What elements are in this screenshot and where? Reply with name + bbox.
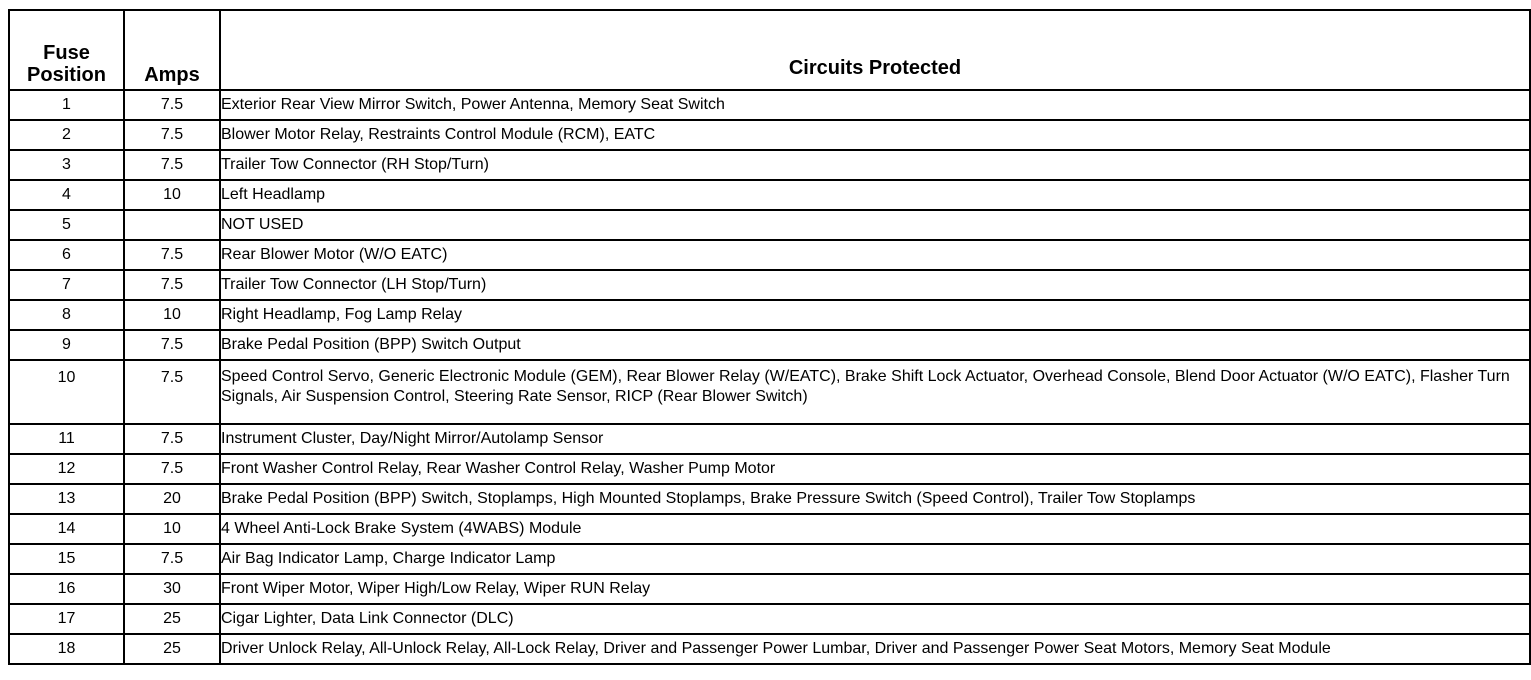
circuits-protected-cell: 4 Wheel Anti-Lock Brake System (4WABS) Module	[220, 514, 1530, 544]
fuse-position-cell: 6	[9, 240, 124, 270]
fuse-position-cell: 1	[9, 90, 124, 120]
amps-cell: 7.5	[124, 454, 220, 484]
header-fuse-position-line2: Position	[27, 64, 106, 86]
table-row	[9, 150, 1530, 180]
table-row	[9, 90, 1530, 120]
fuse-position-cell: 5	[9, 210, 124, 240]
amps-cell: 30	[124, 574, 220, 604]
fuse-position-cell: 11	[9, 424, 124, 454]
fuse-position-cell: 18	[9, 634, 124, 664]
amps-cell: 7.5	[124, 240, 220, 270]
fuse-position-cell: 17	[9, 604, 124, 634]
amps-cell: 10	[124, 300, 220, 330]
amps-cell: 7.5	[124, 120, 220, 150]
amps-cell: 7.5	[124, 544, 220, 574]
fuse-position-cell: 9	[9, 330, 124, 360]
amps-cell: 20	[124, 484, 220, 514]
fuse-table-body	[9, 90, 1530, 664]
header-amps: Amps	[124, 10, 220, 90]
table-row	[9, 180, 1530, 210]
table-row	[9, 544, 1530, 574]
circuits-protected-cell: Blower Motor Relay, Restraints Control Module (RCM), EATC	[220, 120, 1530, 150]
fuse-position-cell: 16	[9, 574, 124, 604]
fuse-position-cell: 15	[9, 544, 124, 574]
table-row	[9, 270, 1530, 300]
amps-cell: 7.5	[124, 150, 220, 180]
table-row	[9, 604, 1530, 634]
amps-cell: 7.5	[124, 90, 220, 120]
table-row	[9, 424, 1530, 454]
circuits-protected-cell: Cigar Lighter, Data Link Connector (DLC)	[220, 604, 1530, 634]
circuits-protected-cell: Driver Unlock Relay, All-Unlock Relay, All-Lock Relay, Driver and Passenger Power Lumbar, Driver and Passenger Power Seat Motors, Memory Seat Module	[220, 634, 1530, 664]
table-row	[9, 574, 1530, 604]
header-row	[9, 10, 1530, 90]
table-row	[9, 330, 1530, 360]
amps-cell: 7.5	[124, 330, 220, 360]
table-row	[9, 514, 1530, 544]
amps-cell	[124, 210, 220, 240]
amps-cell: 25	[124, 634, 220, 664]
table-row	[9, 484, 1530, 514]
circuits-protected-cell: Rear Blower Motor (W/O EATC)	[220, 240, 1530, 270]
circuits-protected-cell: Speed Control Servo, Generic Electronic Module (GEM), Rear Blower Relay (W/EATC), Brake Shift Lock Actuator, Overhead Console, Blend Door Actuator (W/O EATC), Flasher Turn Signals, Air Suspension Control, Steering Rate Sensor, RICP (Rear Blower Switch)	[220, 360, 1530, 424]
amps-cell: 7.5	[124, 424, 220, 454]
circuits-protected-cell: Brake Pedal Position (BPP) Switch Output	[220, 330, 1530, 360]
circuits-protected-cell: Left Headlamp	[220, 180, 1530, 210]
table-row	[9, 360, 1530, 424]
fuse-position-cell: 12	[9, 454, 124, 484]
table-row	[9, 300, 1530, 330]
amps-cell: 10	[124, 180, 220, 210]
table-row	[9, 120, 1530, 150]
circuits-protected-cell: Air Bag Indicator Lamp, Charge Indicator Lamp	[220, 544, 1530, 574]
fuse-position-cell: 3	[9, 150, 124, 180]
amps-cell: 7.5	[124, 360, 220, 424]
fuse-position-cell: 4	[9, 180, 124, 210]
fuse-position-cell: 14	[9, 514, 124, 544]
circuits-protected-cell: Brake Pedal Position (BPP) Switch, Stoplamps, High Mounted Stoplamps, Brake Pressure Switch (Speed Control), Trailer Tow Stoplamps	[220, 484, 1530, 514]
table-row	[9, 210, 1530, 240]
circuits-protected-cell: Trailer Tow Connector (RH Stop/Turn)	[220, 150, 1530, 180]
circuits-protected-cell: Right Headlamp, Fog Lamp Relay	[220, 300, 1530, 330]
fuse-table	[8, 9, 1531, 665]
amps-cell: 10	[124, 514, 220, 544]
circuits-protected-cell: Front Wiper Motor, Wiper High/Low Relay, Wiper RUN Relay	[220, 574, 1530, 604]
header-fuse-position-line1: Fuse	[43, 42, 90, 64]
circuits-protected-cell: Front Washer Control Relay, Rear Washer Control Relay, Washer Pump Motor	[220, 454, 1530, 484]
amps-cell: 7.5	[124, 270, 220, 300]
fuse-position-cell: 13	[9, 484, 124, 514]
table-row	[9, 454, 1530, 484]
fuse-position-cell: 2	[9, 120, 124, 150]
circuits-protected-cell: Instrument Cluster, Day/Night Mirror/Autolamp Sensor	[220, 424, 1530, 454]
header-fuse-position	[9, 10, 124, 90]
table-row	[9, 634, 1530, 664]
circuits-protected-cell: NOT USED	[220, 210, 1530, 240]
fuse-position-cell: 7	[9, 270, 124, 300]
circuits-protected-cell: Exterior Rear View Mirror Switch, Power Antenna, Memory Seat Switch	[220, 90, 1530, 120]
fuse-position-cell: 10	[9, 360, 124, 424]
header-circuits-protected: Circuits Protected	[220, 10, 1530, 90]
circuits-protected-cell: Trailer Tow Connector (LH Stop/Turn)	[220, 270, 1530, 300]
fuse-position-cell: 8	[9, 300, 124, 330]
table-row	[9, 240, 1530, 270]
amps-cell: 25	[124, 604, 220, 634]
